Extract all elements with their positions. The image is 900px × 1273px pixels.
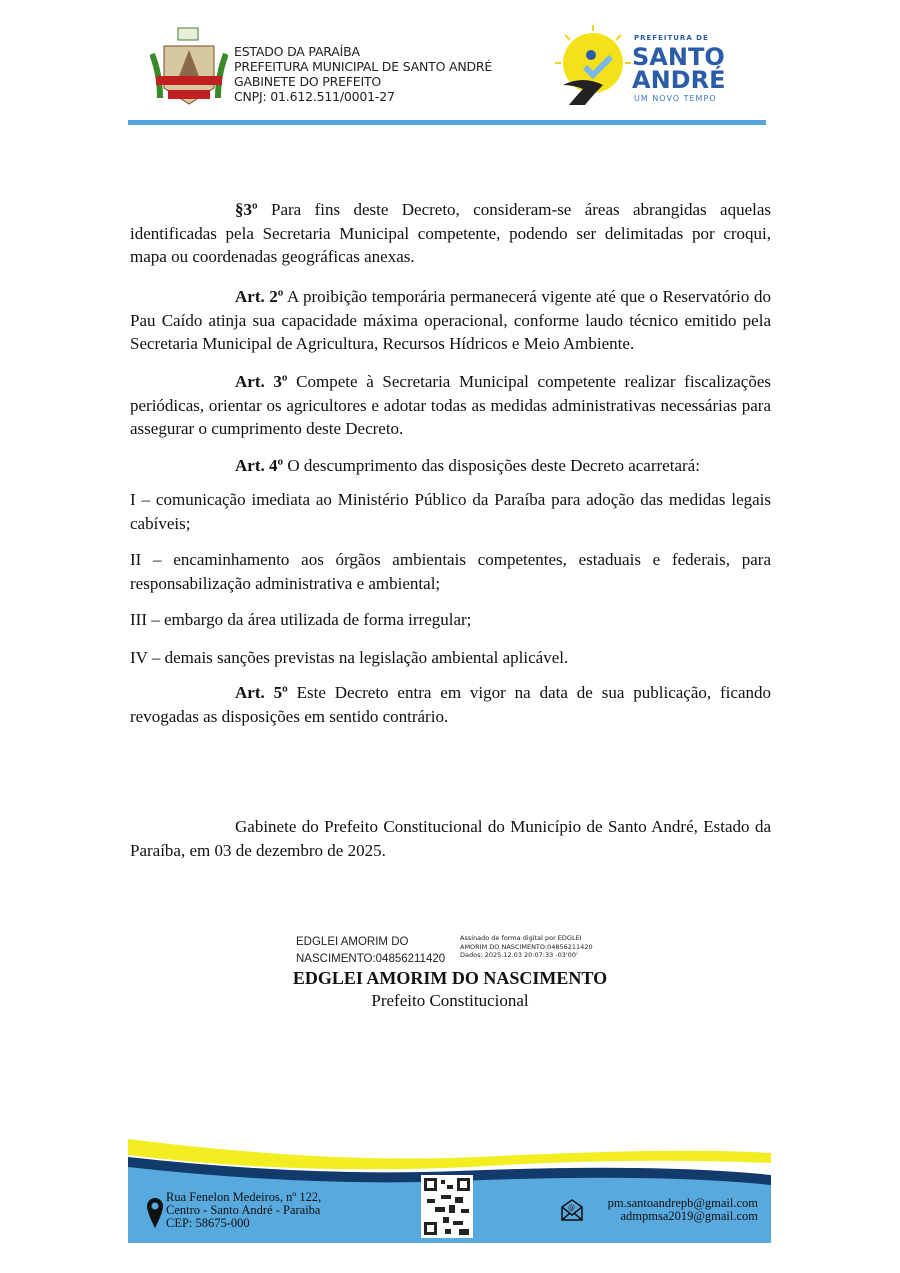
header-institution-text (234, 44, 492, 104)
logo-line1: SANTO (632, 43, 725, 71)
paragraph-text: Para fins deste Decreto, consideram-se áreas abrangidas aquelas identificadas pela Secretaria Municipal competente, podendo ser delimitadas por croqui, mapa ou coordenadas geográficas anexas. (130, 200, 771, 266)
logo-line2: ANDRÉ (632, 66, 726, 94)
logo-tagline: UM NOVO TEMPO (634, 94, 717, 103)
municipal-crest-logo (150, 24, 228, 108)
closing-paragraph: Gabinete do Prefeito Constitucional do Município de Santo André, Estado da Paraíba, em 03 de dezembro de 2025. (130, 817, 771, 860)
sig-detail-line: AMORIM DO NASCIMENTO:04856211420 (460, 942, 593, 951)
email-link[interactable]: pm.santoandrepb@gmail.com (607, 1196, 758, 1210)
digital-signature-name (296, 934, 456, 968)
footer-address (166, 1191, 321, 1230)
article-text: Compete à Secretaria Municipal competente realizar fiscalizações periódicas, orientar os agricultores e adotar todas as medidas administrativas necessárias para assegurar o cumprimento deste Decreto. (130, 372, 771, 438)
qr-code[interactable] (421, 1175, 473, 1238)
item-iv: IV – demais sanções previstas na legislação ambiental aplicável. (130, 648, 569, 667)
location-pin-icon (146, 1197, 164, 1229)
item-ii: II – encaminhamento aos órgãos ambientais competentes, estaduais e federais, para responsabilização administrativa e ambiental; (130, 550, 771, 593)
sig-detail-line: Dados: 2025.12.03 20:07:33 -03'00' (460, 951, 578, 959)
email-link[interactable]: admpmsa2019@gmail.com (620, 1209, 758, 1223)
article-3 (130, 370, 771, 441)
header-divider (128, 120, 766, 125)
item-i: I – comunicação imediata ao Ministério Público da Paraíba para adoção das medidas legais cabíveis; (130, 490, 771, 533)
article-4 (130, 454, 771, 478)
signer-name: EDGLEI AMORIM DO NASCIMENTO (292, 968, 608, 988)
footer-emails (588, 1197, 758, 1223)
article-5 (130, 681, 771, 728)
signer-role: Prefeito Constitucional (371, 991, 529, 1010)
article-label: Art. 5º (235, 683, 288, 702)
article-label: Art. 2º (235, 287, 284, 306)
paragraph-label: §3º (235, 200, 258, 219)
logo-prefix: PREFEITURA DE (634, 34, 709, 42)
digital-name-line1: EDGLEI AMORIM DO (296, 936, 409, 948)
svg-text:@: @ (568, 1204, 575, 1212)
article-text: O descumprimento das disposições deste Decreto acarretará: (283, 456, 700, 475)
item-iii: III – embargo da área utilizada de forma irregular; (130, 610, 472, 629)
paragraph-3 (130, 198, 771, 269)
address-line: Rua Fenelon Medeiros, nº 122, (166, 1190, 322, 1204)
article-label: Art. 3º (235, 372, 288, 391)
header-cabinet: GABINETE DO PREFEITO (234, 74, 382, 89)
address-line: Centro - Santo André - Paraiba (166, 1203, 321, 1217)
digital-signature-details (460, 934, 593, 960)
digital-name-line2: NASCIMENTO:04856211420 (296, 953, 446, 965)
header-prefecture: PREFEITURA MUNICIPAL DE SANTO ANDRÉ (234, 59, 493, 74)
footer (128, 1135, 771, 1243)
email-envelope-icon (560, 1198, 584, 1222)
article-2 (130, 285, 771, 356)
article-text: Este Decreto entra em vigor na data de sua publicação, ficando revogadas as disposições em sentido contrário. (130, 683, 771, 726)
article-text: A proibição temporária permanecerá vigente até que o Reservatório do Pau Caído atinja sua capacidade máxima operacional, conforme laudo técnico emitido pela Secretaria Municipal de Agricultura, Recursos Hídricos e Meio Ambiente. (130, 287, 771, 353)
address-line: CEP: 58675-000 (166, 1216, 250, 1230)
header-cnpj: CNPJ: 01.612.511/0001-27 (234, 89, 395, 104)
sig-detail-line: Assinado de forma digital por EDGLEI (460, 934, 582, 942)
article-label: Art. 4º (235, 456, 284, 475)
logo-name (632, 43, 726, 94)
header-state: ESTADO DA PARAÍBA (234, 44, 360, 59)
